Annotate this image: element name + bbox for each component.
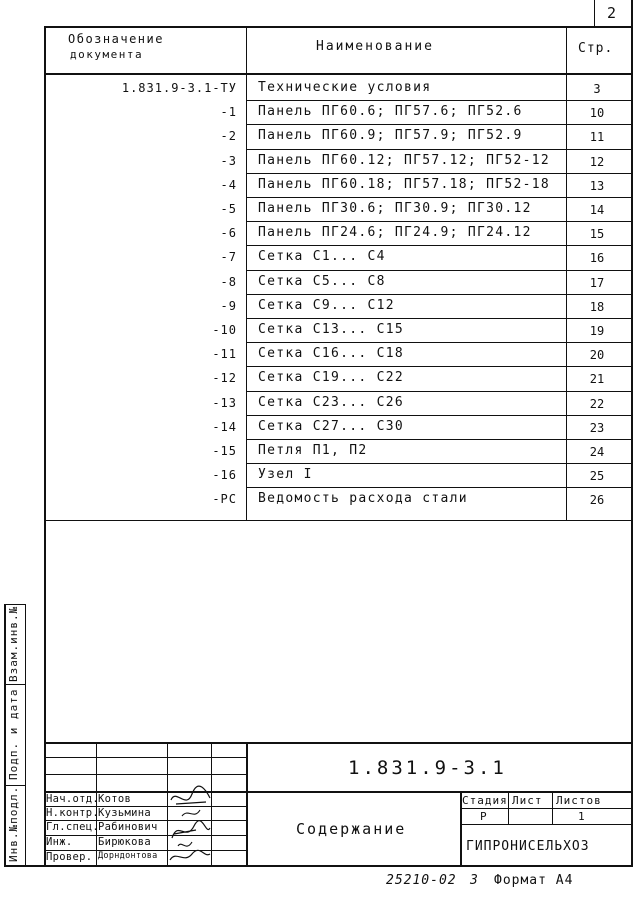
row-name: Сетка С16... С18 [258,346,405,362]
row-name: Сетка С5... С8 [258,273,386,289]
stage-label: Стадия [462,794,508,807]
row-name: Панель ПГ60.18; ПГ57.18; ПГ52-18 [258,176,551,192]
row-name: Панель ПГ30.6; ПГ30.9; ПГ30.12 [258,201,532,216]
signature-1 [171,786,210,804]
row-page: 15 [589,227,605,242]
row-divider [247,221,633,222]
row-divider [247,439,633,440]
row-divider [247,149,633,150]
row-page: 20 [589,348,605,363]
row-page: 22 [589,396,605,411]
sheet-number: 2 [607,4,618,22]
footer-copy: 3 [470,873,479,888]
tb-row2 [44,757,246,758]
row-page: 12 [589,154,605,169]
signature-4 [178,842,192,846]
row-page: 19 [589,324,605,338]
frame-left [44,26,46,866]
row-name: Сетка С9... С12 [258,297,395,313]
tb-stage-col2 [552,792,553,825]
row-page: 3 [593,82,601,96]
row-code: -9 [220,298,237,313]
side-label-vzam: Взам.инв.№ [7,605,20,682]
row-divider [247,366,633,367]
row-page: 18 [589,299,605,314]
row-code: -15 [212,444,237,458]
document-code: 1.831.9-3.1 [348,757,507,779]
tb-stage-row2 [460,824,633,825]
row-page: 16 [589,251,605,266]
row-page: 10 [589,106,605,121]
row-code: -1 [220,105,237,120]
row-code: -8 [220,274,237,289]
row-code: -16 [212,468,237,483]
row-page: 11 [589,130,605,145]
row-divider [247,294,633,295]
organization: ГИПРОНИСЕЛЬХОЗ [466,839,590,854]
row-name: Сетка С13... С15 [258,322,405,337]
side-label-inv: Инв.№подл. [7,785,20,862]
row-code: -13 [212,395,237,410]
tb-stage-row1 [460,808,633,809]
row-name: Ведомость расхода стали [258,491,468,507]
signature-2 [182,810,200,816]
row-page: 13 [589,178,605,193]
sheet-label: Лист [512,794,543,807]
signatory-role: Провер. [46,851,93,863]
row-name: Панель ПГ60.12; ПГ57.12; ПГ52-12 [258,152,551,168]
signatory-name: Бирюкова [98,836,151,848]
header-separator [44,73,633,75]
row-code: -11 [212,347,237,362]
row-page: 26 [589,493,605,508]
header-designation-line2: документа [70,48,144,61]
signature-5 [170,850,210,860]
sheet-value: 1 [578,810,586,823]
row-divider [247,391,633,392]
header-page: Стр. [578,41,614,56]
signature-3 [172,821,210,838]
row-divider [247,245,633,246]
signatory-name: Котов [98,793,132,805]
sheet-number-box-left [594,0,595,27]
row-divider [247,415,633,416]
signatory-role: Н.контр. [46,807,99,819]
row-name: Узел I [258,467,313,483]
tb-top [44,742,633,744]
row-page: 23 [589,420,605,435]
header-name: Наименование [316,39,434,54]
row-name: Панель ПГ60.6; ПГ57.6; ПГ52.6 [258,104,523,120]
row-page: 25 [589,469,605,484]
row-code: -14 [212,419,237,434]
tb-row3 [44,774,246,775]
signatory-name: Рабинович [98,821,158,833]
stage-value: Р [480,810,488,823]
row-divider [247,100,633,101]
document-title: Содержание [296,820,407,838]
row-code: -2 [220,129,237,144]
row-page: 24 [589,445,605,459]
row-code: -7 [220,250,237,265]
row-divider [247,487,633,488]
row-name: Панель ПГ24.6; ПГ24.9; ПГ24.12 [258,225,532,241]
row-code: 1.831.9-3.1-ТУ [121,81,237,95]
tb-mid [44,791,633,793]
row-code: -12 [212,371,237,386]
side-strip-left [4,604,6,867]
tb-stage-col1 [508,792,509,825]
sheets-label: Листов [556,794,602,807]
row-page: 17 [589,275,605,290]
row-name: Панель ПГ60.9; ПГ57.9; ПГ52.9 [258,128,523,144]
row-divider [247,173,633,174]
signatory-name: Кузьмина [98,807,151,819]
signatory-role: Нач.отд. [46,793,99,805]
row-page: 21 [589,372,605,387]
row-name: Сетка С19... С22 [258,370,405,386]
row-code: -3 [220,153,237,168]
side-label-podp: Подп. и дата [7,688,20,780]
row-divider [247,342,633,343]
tb-col-d [246,742,248,866]
row-divider [247,318,633,319]
footer-order: 25210-02 [386,873,457,888]
signatory-role: Гл.спец. [46,821,99,833]
frame-top [44,26,633,28]
row-divider [247,270,633,271]
side-strip-div1 [4,684,26,685]
signatures-graphic [166,780,216,866]
row-name: Петля П1, П2 [258,443,368,458]
row-code: -4 [220,177,237,192]
row-name: Технические условия [258,80,432,95]
row-code: -РС [212,492,237,507]
table-bottom [44,520,633,521]
side-strip-inner [25,604,26,867]
frame-bottom [4,865,633,867]
row-code: -10 [212,323,237,337]
footer-format: Формат А4 [494,873,574,888]
header-designation-line1: Обозначение [68,32,164,46]
row-divider [247,463,633,464]
row-divider [247,124,633,125]
row-page: 14 [589,203,605,217]
signatory-role: Инж. [46,836,73,848]
row-code: -6 [220,226,237,241]
row-name: Сетка С27... С30 [258,418,405,434]
row-name: Сетка С23... С26 [258,394,405,410]
row-code: -5 [220,202,237,216]
row-divider [247,197,633,198]
row-name: Сетка С1... С4 [258,249,386,265]
signatory-name: Дорндонтова [98,851,158,861]
